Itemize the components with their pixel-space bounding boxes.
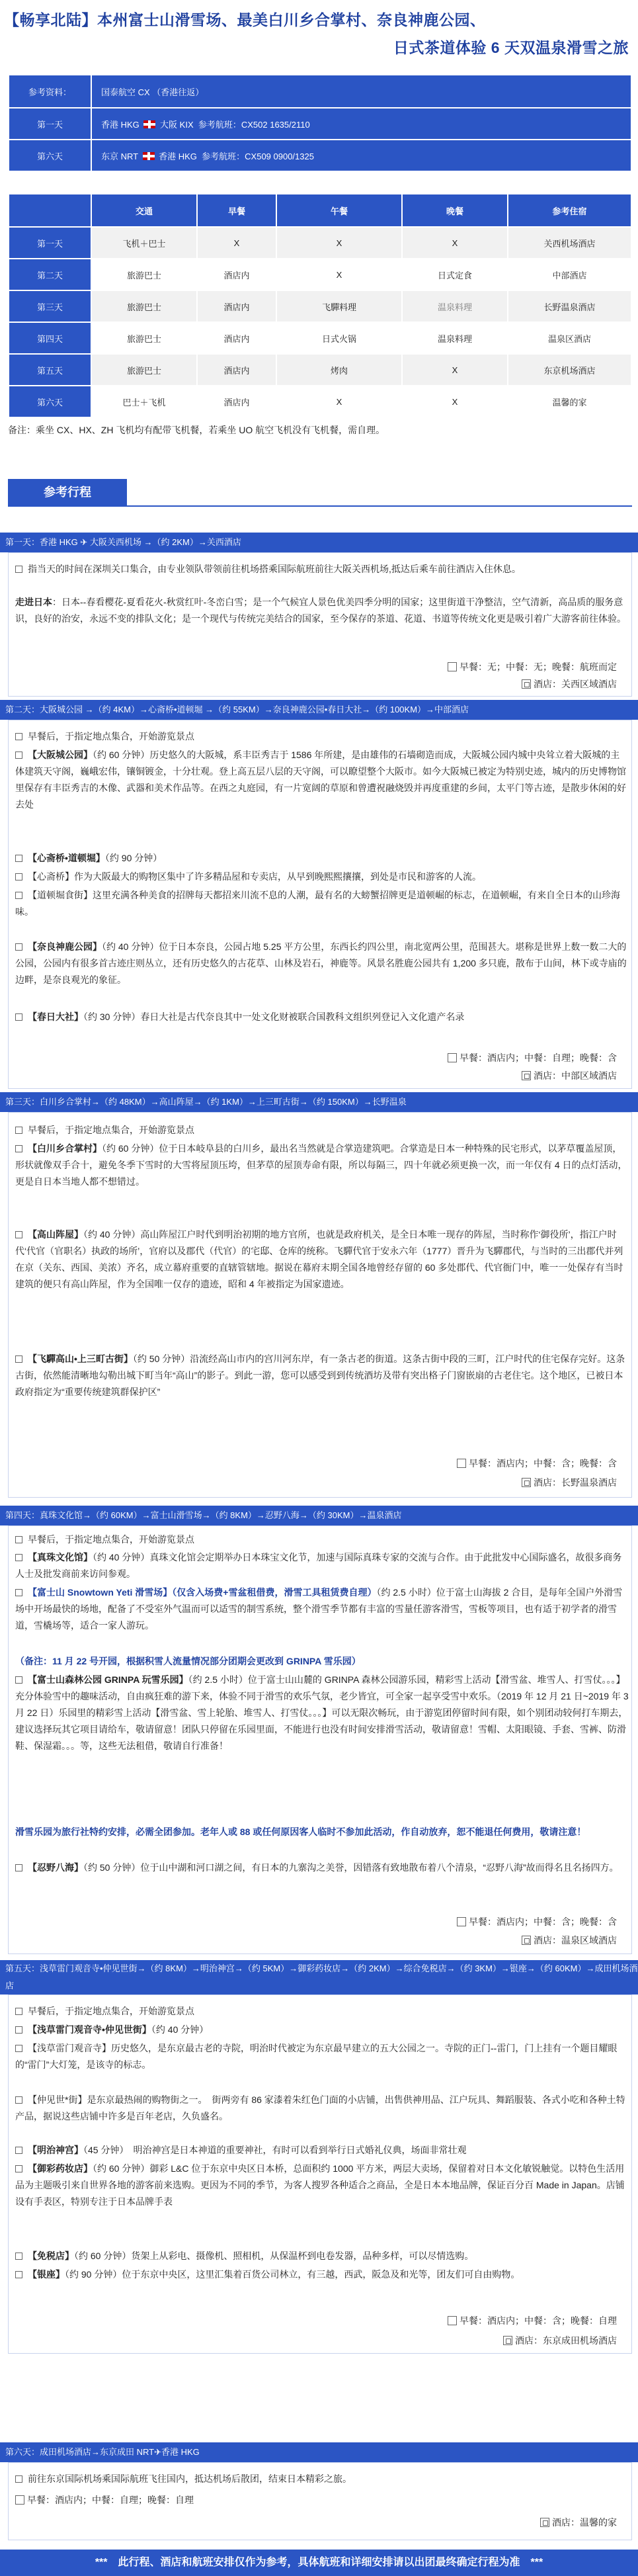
flight-header-value: 国泰航空 CX （香港往返） xyxy=(91,75,631,108)
bullet-icon xyxy=(15,566,22,573)
plane-flag-icon xyxy=(143,120,155,128)
day-line: 【高山阵屋】（约 40 分钟）高山阵屋江户时代到明治初期的地方官所，也就是政府机关，是全日本唯一现存的阵屋，当时称作‘御役所’，指江户时代‘代官（官职名）执政的场所’，官府以及郡代（代官）的宅邸、仓库的统称。飞驒代官于安永六年（1777）晋升为飞驒郡代，与当时的三出郡代并列在京（关东、西国、美浓）齐名，成立幕府重要的直辖管辖地。据说在幕府末期全国各地曾经存留的 60 多处郡代、代官衙门中，唯一一处保存有当时建筑的便只有高山阵屋，作为全国唯一仅存的遗迹，昭和 4 年被指定为国家遗迹。 xyxy=(15,1229,623,1289)
meal-icon xyxy=(457,1459,466,1468)
day-line: 走进日本：日本--春看樱花-夏看花火-秋赏红叶-冬峦白雪；是一个气候宜人景色优美四季分明的国家；这里街道干净整洁，空气清新，高品质的服务意识，良好的治安，永远不变的排队文化；是一个现代与传统完美结合的国家，至今保存的茶道、花道、书道等传统文化更是吸引着广大游客前往体验。 xyxy=(15,597,626,624)
day-line: 【银座】（约 90 分钟）位于东京中央区，这里汇集着百货公司林立，有三越，西武，阪急及和光等，团友们可自由购物。 xyxy=(15,2266,629,2283)
footer-disclaimer: *** 此行程、酒店和航班安排仅作为参考，具体航班和详细安排请以出团最终确定行程为准 *** xyxy=(0,2550,638,2576)
bullet-icon xyxy=(15,2026,22,2034)
flight-info-table xyxy=(8,74,632,172)
bullet-icon xyxy=(15,2475,22,2483)
bullet-icon xyxy=(15,943,22,951)
schedule-header xyxy=(9,194,91,227)
day-hotel: 酒店：关西区域酒店 xyxy=(522,677,617,691)
day-line: 【免税店】（约 60 分钟）货架上从彩电、摄像机、照相机，从保温杯到电卷发器，品种多样，可以尽情选购。 xyxy=(15,2248,629,2264)
schedule-cell: 温泉区酒店 xyxy=(508,322,631,354)
schedule-day: 第二天 xyxy=(9,259,91,290)
day-line: （备注：11 月 22 号开园，根据积雪人流量情况部分团期会更改到 GRINPA 雪乐园） xyxy=(15,1656,361,1666)
schedule-header: 晚餐 xyxy=(402,194,508,227)
hotel-icon xyxy=(540,2518,549,2527)
day-hotel: 酒店：东京成田机场酒店 xyxy=(503,2334,617,2347)
schedule-cell: 温泉料理 xyxy=(402,290,508,322)
title-line-1: 【畅享北陆】本州富士山滑雪场、最美白川乡合掌村、奈良神鹿公园、 xyxy=(4,11,486,28)
day-line: 【春日大社】（约 30 分钟）春日大社是古代奈良其中一处文化财被联合国教科文组织列登记入文化遗产名录 xyxy=(15,1009,629,1025)
flight-row xyxy=(9,140,631,171)
schedule-cell: X xyxy=(402,386,508,417)
schedule-day: 第六天 xyxy=(9,386,91,417)
bullet-icon xyxy=(15,1676,22,1684)
schedule-cell: 酒店内 xyxy=(197,322,276,354)
day-4-content xyxy=(8,1525,632,1954)
schedule-cell: 巴士＋飞机 xyxy=(91,386,197,417)
bullet-icon xyxy=(15,751,22,759)
schedule-header: 午餐 xyxy=(276,194,402,227)
schedule-row xyxy=(9,259,631,290)
bullet-icon xyxy=(15,733,22,740)
schedule-cell: X xyxy=(197,227,276,259)
schedule-header: 参考住宿 xyxy=(508,194,631,227)
day-line: 【大阪城公园】（约 60 分钟）历史悠久的大阪城，系丰臣秀吉于 1586 年所建，是由雄伟的石墙砌造而成，大阪城公园内城中央耸立着大阪城的主体建筑天守阁，巍峨宏伟，镶铜镀金，十分壮观。登上高五层八层的天守阁，可以瞭望整个大阪市。如今大阪城已被定为特别史迹，城内的历史博物馆里保存有丰臣秀吉的木像、武器和美术作品等。在西之丸庭园，有一片宽阔的草原和曾遭祝融烧毁并再度重建的乡间，太平门等古迹，是散步休闲的好去处 xyxy=(15,750,626,810)
schedule-cell: 旅游巴士 xyxy=(91,354,197,386)
bullet-icon xyxy=(15,1013,22,1021)
flight-origin: 东京 NRT xyxy=(101,151,138,161)
day-line: 早餐后，于指定地点集合，开始游览景点 xyxy=(15,2003,629,2020)
meal-icon xyxy=(448,1053,457,1062)
bullet-icon xyxy=(15,1231,22,1238)
schedule-cell: X xyxy=(402,227,508,259)
schedule-cell: X xyxy=(276,386,402,417)
day-2-header: 第二天：大阪城公园 →（约 4KM）→心斋桥•道顿堀 →（约 55KM）→奈良神鹿公园•春日大社→（约 100KM）→中部酒店 xyxy=(0,700,638,720)
schedule-cell: 旅游巴士 xyxy=(91,322,197,354)
flight-destination: 大阪 KIX xyxy=(160,119,194,130)
title-block xyxy=(0,0,638,69)
day-5-header: 第五天：浅草雷门观音寺•仲见世街→（约 8KM）→明治神宫→（约 5KM）→御彩药妆店→（约 2KM）→综合免税店→（约 3KM）→银座→（约 60KM）→成田机场酒店 xyxy=(0,1960,638,1995)
schedule-row xyxy=(9,322,631,354)
hotel-icon xyxy=(522,1478,531,1487)
day-meals: 早餐：酒店内；中餐：含；晚餐：含 xyxy=(457,1915,617,1928)
flight-detail xyxy=(91,140,631,171)
schedule-row xyxy=(9,354,631,386)
day-line: 早餐后，于指定地点集合，开始游览景点 xyxy=(15,1122,629,1138)
day-line: 【明治神宫】（45 分钟） 明治神宫是日本神道的重要神社，有时可以看到举行日式婚礼仪典，场面非常壮观 xyxy=(15,2142,629,2159)
bullet-icon xyxy=(15,2147,22,2154)
schedule-cell: X xyxy=(402,354,508,386)
schedule-day: 第一天 xyxy=(9,227,91,259)
bullet-icon xyxy=(15,1355,22,1363)
bullet-icon xyxy=(15,873,22,880)
day-meals: 早餐：酒店内；中餐：自理；晚餐：含 xyxy=(448,1051,617,1064)
bullet-icon xyxy=(15,855,22,862)
day-hotel: 酒店：中部区域酒店 xyxy=(522,1069,617,1082)
day-2-content xyxy=(8,720,632,1089)
schedule-cell: 飞机＋巴士 xyxy=(91,227,197,259)
schedule-row xyxy=(9,227,631,259)
bullet-icon xyxy=(15,1554,22,1561)
bullet-icon xyxy=(15,2096,22,2104)
day-meals: 早餐：酒店内；中餐：含；晚餐：自理 xyxy=(448,2314,617,2327)
day-line: 【富士山森林公园 GRINPA 玩雪乐园】（约 2.5 小时）位于富士山山麓的 GRINPA 森林公园游乐园，精彩雪上活动【滑雪盆、堆雪人、打雪仗。。。】充分体验雪中的趣味活动，自由疯狂难的游下来，体验不同于滑雪的欢乐气氛，老少皆宜，可全家一起享受雪中欢乐。（2019 年 12 月 21 日~2019 年 3 月 22 日）乐园里的精彩雪上活动【滑雪盆、雪上轮胎、堆雪人、打雪仗。。。】可以无限次畅玩，由于游览团停留时间有限，如个别团动较何打车期去，建议选择玩其它项目请给车，敬请留意！团队只停留在乐园里面，不能进行也没有时间安排滑雪活动，敬请留意！雪帽、太阳眼镜、手套、雪裤、防滑鞋、保湿霜。。。等，这些无法租借，敬请自行准备！ xyxy=(15,1674,629,1751)
schedule-cell: 酒店内 xyxy=(197,386,276,417)
flight-number: 参考航班：CX509 0900/1325 xyxy=(202,151,314,161)
day-5-content xyxy=(8,1995,632,2354)
flight-day-label: 第一天 xyxy=(9,108,91,140)
day-hotel: 酒店：温泉区域酒店 xyxy=(522,1934,617,1947)
schedule-table xyxy=(8,193,632,418)
flight-destination: 香港 HKG xyxy=(159,151,197,161)
schedule-cell: 温馨的家 xyxy=(508,386,631,417)
bullet-icon xyxy=(15,2008,22,2015)
day-3-content xyxy=(8,1112,632,1498)
schedule-cell: 旅游巴士 xyxy=(91,290,197,322)
day-meals: 早餐：酒店内；中餐：含；晚餐：含 xyxy=(457,1457,617,1470)
schedule-cell: 日式火锅 xyxy=(276,322,402,354)
day-line: 【浅草雷门观音寺】历史悠久，是东京最古老的寺院，明治时代被定为东京最早建立的五大公园之一。寺院的正门--雷门，门上挂有一个题目耀眼的“雷门”大灯笼，是该寺的标志。 xyxy=(15,2043,618,2070)
meal-icon xyxy=(15,2495,24,2505)
bullet-icon xyxy=(15,2271,22,2278)
schedule-cell: 温泉料理 xyxy=(402,322,508,354)
day-line: 【心斋桥•道顿堀】（约 90 分钟） xyxy=(15,850,629,867)
schedule-header-row xyxy=(9,194,631,227)
schedule-cell: 旅游巴士 xyxy=(91,259,197,290)
day-line: 早餐后，于指定地点集合，开始游览景点 xyxy=(15,1531,629,1548)
day-line: 指当天的时间在深圳关口集合，由专业领队带领前往机场搭乘国际航班前往大阪关西机场,抵达后乘车前往酒店入住休息。 xyxy=(15,561,629,578)
day-line: 【富士山 Snowtown Yeti 滑雪场】（仅含入场费+雪盆租借费，滑雪工具租赁费自理）（约 2.5 小时）位于富士山海拔 2 合目，是每年全国户外滑雪场中开场最快的场地，配备了不受室外气温而可以适雪的制雪系统，整个滑雪季节都有丰富的雪量任游客滑雪，雪板等项目，也有适于初学者的滑雪道，雪橇场等，适合一家人游玩。 xyxy=(15,1587,623,1631)
schedule-cell: 长野温泉酒店 xyxy=(508,290,631,322)
day-meals: 早餐：无；中餐：无；晚餐：航班而定 xyxy=(448,660,617,673)
meal-icon xyxy=(448,2316,457,2325)
day-6-header: 第六天：成田机场酒店→东京成田 NRT✈香港 HKG xyxy=(0,2442,638,2462)
day-line: 【飞驒高山•上三町古街】（约 50 分钟）沿流经高山市内的宫川河东岸，有一条古老的街道。这条古街中段的三町，江户时代的住宅保存完好。这条古街，依然能清晰地勾勒出城下町当年“高山”的影子。到此一游，您可以感受到到传统酒坊及带有突出格子门窗嵌扇的古老住宅。这个地区，已被日本政府指定为“重要传统建筑群保护区” xyxy=(15,1353,625,1397)
flight-detail xyxy=(91,108,631,140)
schedule-cell: 中部酒店 xyxy=(508,259,631,290)
day-3-header: 第三天：白川乡合掌村→（约 48KM）→高山阵屋→（约 1KM）→上三町古街→（约 150KM）→长野温泉 xyxy=(0,1092,638,1112)
day-line: 早餐后，于指定地点集合，开始游览景点 xyxy=(15,728,629,745)
day-1-header: 第一天：香港 HKG ✈ 大阪关西机场 →（约 2KM）→关西酒店 xyxy=(0,533,638,552)
hotel-icon xyxy=(522,1936,531,1945)
bullet-icon xyxy=(15,1864,22,1871)
hotel-icon xyxy=(503,2336,512,2345)
day-line: 【心斋桥】作为大阪最大的购物区集中了许多精品屋和专卖店，从早到晚熙熙攘攘，到处是市民和游客的人流。 xyxy=(15,869,629,885)
bullet-icon xyxy=(15,2045,22,2052)
schedule-day: 第四天 xyxy=(9,322,91,354)
schedule-cell: 日式定食 xyxy=(402,259,508,290)
schedule-note: 备注：乘坐 CX、HX、ZH 飞机均有配带飞机餐，若乘坐 UO 航空飞机没有飞机餐，需自理。 xyxy=(8,425,385,435)
schedule-cell: 关西机场酒店 xyxy=(508,227,631,259)
schedule-cell: 飞驒料理 xyxy=(276,290,402,322)
schedule-row xyxy=(9,290,631,322)
itinerary-section-title: 参考行程 xyxy=(8,479,127,505)
flight-origin: 香港 HKG xyxy=(101,119,140,130)
meal-icon xyxy=(448,662,457,671)
day-line: 早餐：酒店内；中餐：自理；晚餐：自理 xyxy=(15,2492,629,2509)
schedule-day: 第三天 xyxy=(9,290,91,322)
schedule-row xyxy=(9,386,631,417)
bullet-icon xyxy=(15,2165,22,2172)
plane-flag-icon xyxy=(143,152,155,160)
day-line: 前往东京国际机场乘国际航班飞往国内，抵达机场后散团，结束日本精彩之旅。 xyxy=(15,2471,629,2487)
schedule-header: 早餐 xyxy=(197,194,276,227)
flight-header-label: 参考资料： xyxy=(9,75,91,108)
bullet-icon xyxy=(15,1536,22,1543)
day-1-content xyxy=(8,552,632,697)
schedule-cell: 东京机场酒店 xyxy=(508,354,631,386)
title-line-2: 日式茶道体验 6 天双温泉滑雪之旅 xyxy=(393,39,629,56)
section-divider xyxy=(8,505,632,507)
schedule-cell: 酒店内 xyxy=(197,290,276,322)
day-6-content xyxy=(8,2462,632,2540)
bullet-icon xyxy=(15,2253,22,2260)
schedule-header: 交通 xyxy=(91,194,197,227)
bullet-icon xyxy=(15,892,22,899)
day-4-header: 第四天：真珠文化馆→（约 60KM）→富士山滑雪场→（约 8KM）→忍野八海→（约 30KM）→温泉酒店 xyxy=(0,1506,638,1525)
flight-number: 参考航班：CX502 1635/2110 xyxy=(198,119,310,130)
schedule-day: 第五天 xyxy=(9,354,91,386)
bullet-icon xyxy=(15,1145,22,1152)
day-line: 【御彩药妆店】（约 60 分钟）御彩 L&C 位于东京中央区日本桥，总面积约 1000 平方米，两层大卖场，保留着对日本文化敏锐触觉。以特色生活用品为主题吸引来自世界各地的游客前来选购。更因为不同的季节，为客人搜罗各种适合之商品，全是日本本地品牌，保证百分百 Made in Japan。店铺设有手表区，特别专注于日本品牌手表 xyxy=(15,2163,625,2207)
bullet-icon xyxy=(15,1127,22,1134)
day-line: 【真珠文化馆】（约 40 分钟）真珠文化馆会定期举办日本珠宝文化节，加速与国际真珠专家的交流与合作。由于此批发中心国际盛名，故很多商务人士及批发商前来访问参观。 xyxy=(15,1552,622,1579)
day-line: 【奈良神鹿公园】（约 40 分钟）位于日本奈良，公园占地 5.25 平方公里，东西长约四公里，南北宽两公里，范围甚大。堪称是世界上数一数二大的公园，公园内有很多首古迹庄则丛立，还有历史悠久的古花草、山林及岩石，神鹿等。风景名胜鹿公园共有 1,200 多只鹿，散布于山间，林下或寺庙的边畔，是奈良观光的象征。 xyxy=(15,941,627,985)
day-line: 【忍野八海】（约 50 分钟）位于山中湖和河口湖之间，有日本的九寨沟之美誉，因错落有致地散布着八个清泉，“忍野八海”故而得名且名扬四方。 xyxy=(15,1860,629,1876)
hotel-icon xyxy=(522,1071,531,1080)
bullet-icon xyxy=(15,1589,22,1596)
hotel-icon xyxy=(522,679,531,689)
day-line: 【仲见世*街】是东京最热闹的购物街之一。 街两旁有 86 家漆着朱红色门面的小店铺，出售供神用品、江户玩具、舞蹈服装、各式小吃和各种土特产品，据说这些店铺中许多是百年老店，久负盛名。 xyxy=(15,2094,625,2122)
schedule-cell: 酒店内 xyxy=(197,354,276,386)
schedule-cell: 烤肉 xyxy=(276,354,402,386)
schedule-cell: X xyxy=(276,259,402,290)
flight-row xyxy=(9,108,631,140)
day-line: 【道顿堀食街】这里充满各种美食的招牌每天都招来川流不息的人潮，最有名的大螃蟹招牌更是道顿崛的标志，在道顿崛，有来自全日本的山珍海味。 xyxy=(15,890,620,917)
schedule-cell: 酒店内 xyxy=(197,259,276,290)
day-line: 【白川乡合掌村】（约 60 分钟）位于日本岐阜县的白川乡，最出名当然就是合掌造建筑吧。合掌造是日本一种特殊的民宅形式，以茅草覆盖屋顶，形状就像双手合十，避免冬季下雪时的大雪将屋顶压垮，但茅草的屋顶寿命有限，所以每隔三，四十年就必须更换一次，而一年仅有 4 日的点灯活动，更是自日本当地人都不想错过。 xyxy=(15,1143,627,1187)
flight-header-row xyxy=(9,75,631,108)
day-hotel: 酒店：长野温泉酒店 xyxy=(522,1476,617,1489)
schedule-cell: X xyxy=(276,227,402,259)
meal-icon xyxy=(457,1917,466,1926)
day-line: 滑雪乐园为旅行社特约安排，必需全团参加。老年人或 88 或任何原因客人临时不参加此活动，作自动放弃，恕不能退任何费用，敬请注意！ xyxy=(15,1826,586,1837)
flight-day-label: 第六天 xyxy=(9,140,91,171)
day-hotel: 酒店：温馨的家 xyxy=(540,2516,617,2529)
day-line: 【浅草雷门观音寺•仲见世街】（约 40 分钟） xyxy=(15,2022,629,2038)
